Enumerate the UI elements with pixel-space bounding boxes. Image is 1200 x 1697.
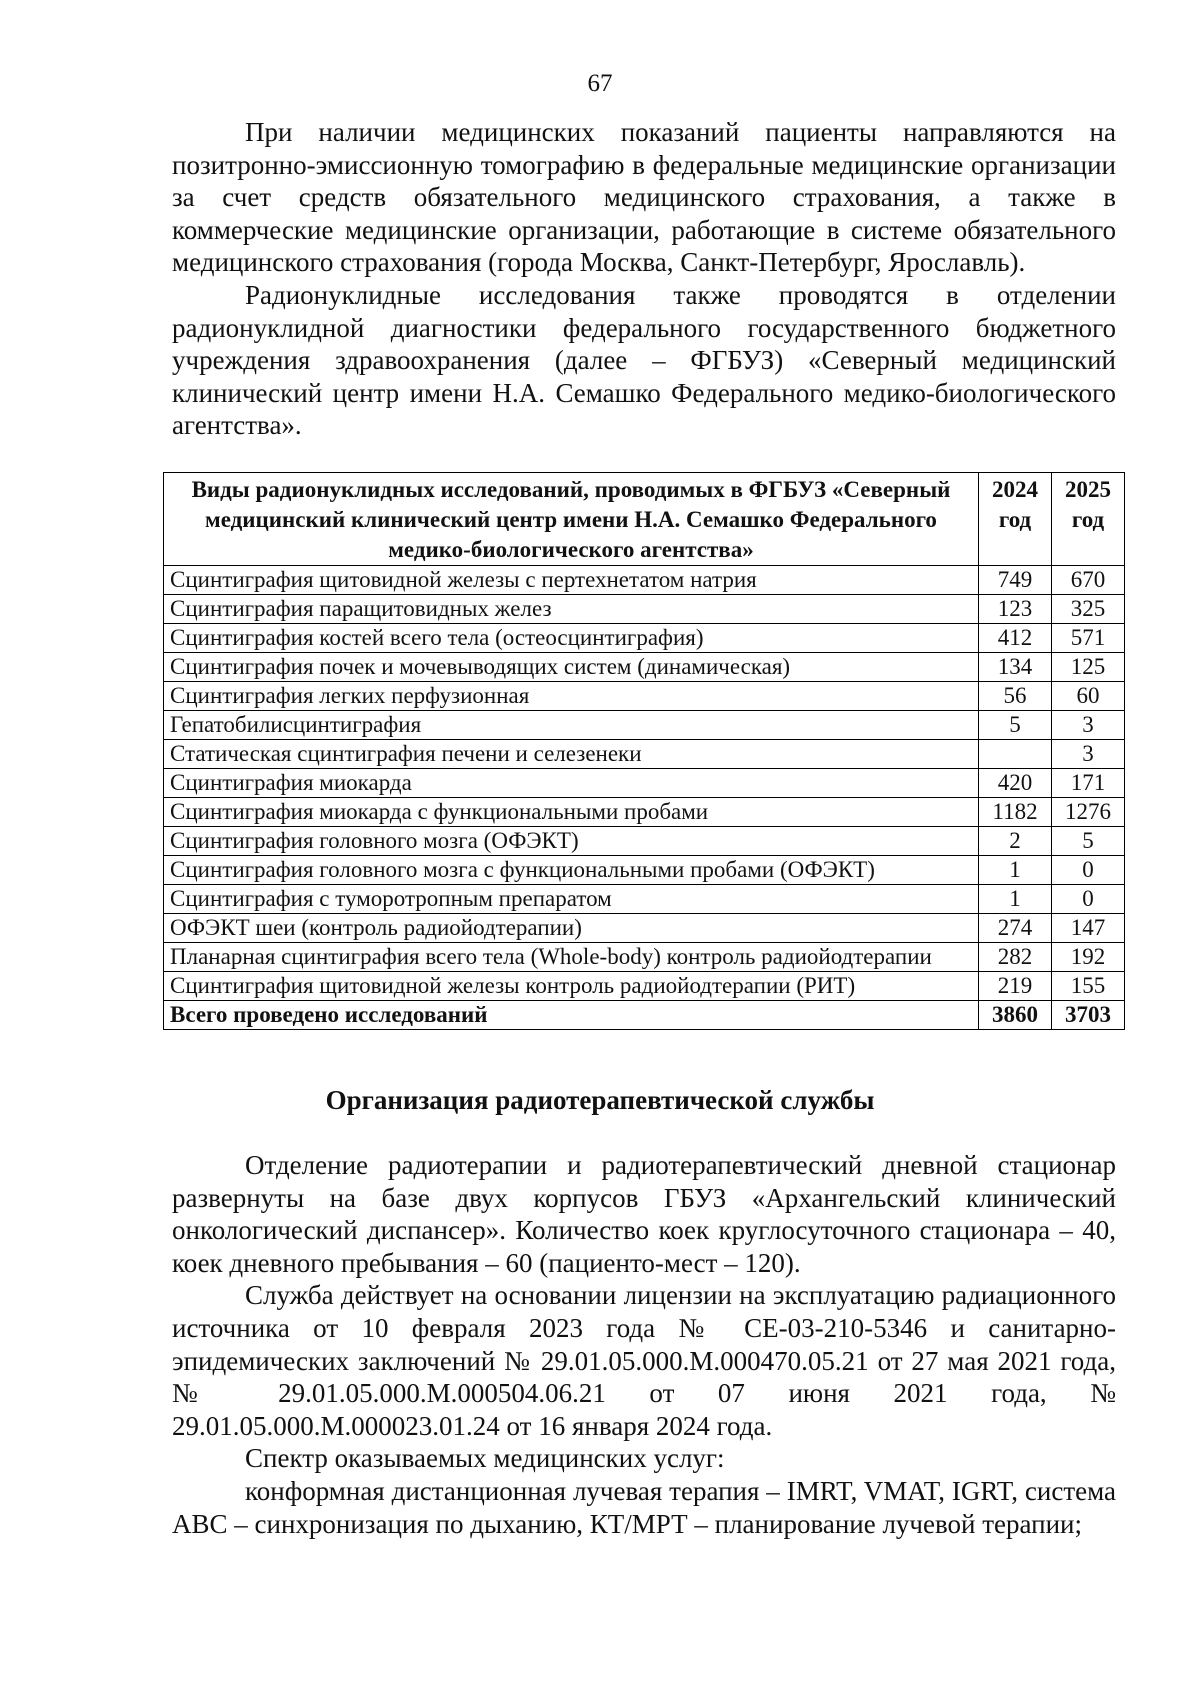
value-2024	[979, 740, 1052, 769]
table-row	[164, 711, 1125, 740]
intro-text	[172, 116, 1116, 442]
table-row	[164, 914, 1125, 943]
table-row	[164, 769, 1125, 798]
table-body	[164, 566, 1125, 1030]
table-row	[164, 798, 1125, 827]
table-row	[164, 856, 1125, 885]
value-2024: 5	[979, 711, 1052, 740]
total-2025: 3703	[1052, 1001, 1125, 1030]
total-2024: 3860	[979, 1001, 1052, 1030]
value-2025: 0	[1052, 885, 1125, 914]
paragraph: Служба действует на основании лицензии на эксплуатацию радиационного источника от 10 февраля 2023 года № СЕ-03-210-5346 и санитарно-эпидемических заключений № 29.01.05.000.М.000470.05.21 от 27 мая 2021 года, № 29.01.05.000.М.000504.06.21 от 07 июня 2021 года, № 29.01.05.000.М.000023.01.24 от 16 января 2024 года.	[172, 1280, 1116, 1441]
study-name: Планарная сцинтиграфия всего тела (Whole-body) контроль радиойодтерапии	[164, 943, 979, 972]
table-row	[164, 624, 1125, 653]
value-2025: 192	[1052, 943, 1125, 972]
value-2025: 1276	[1052, 798, 1125, 827]
section-heading: Организация радиотерапевтической службы	[325, 1085, 875, 1115]
total-label: Всего проведено исследований	[164, 1001, 979, 1030]
value-2024: 1	[979, 856, 1052, 885]
study-name: Сцинтиграфия почек и мочевыводящих систем (динамическая)	[164, 653, 979, 682]
study-name: Сцинтиграфия головного мозга с функциональными пробами (ОФЭКТ)	[164, 856, 979, 885]
paragraph: При наличии медицинских показаний пациенты направляются на позитронно-эмиссионную томографию в федеральные медицинские организации за счет средств обязательного медицинского страхования, а также в коммерческие медицинские организации, работающие в системе обязательного медицинского страхования (города Москва, Санкт-Петербург, Ярославль).	[172, 117, 1116, 278]
study-name: Сцинтиграфия миокарда	[164, 769, 979, 798]
value-2024: 134	[979, 653, 1052, 682]
value-2025: 147	[1052, 914, 1125, 943]
value-2025: 3	[1052, 740, 1125, 769]
study-name: ОФЭКТ шеи (контроль радиойодтерапии)	[164, 914, 979, 943]
value-2024: 219	[979, 972, 1052, 1001]
paragraph: конформная дистанционная лучевая терапия – IMRT, VMAT, IGRT, система ABC – синхронизация по дыханию, КТ/МРТ – планирование лучевой терапии;	[172, 1475, 1116, 1539]
value-2024: 56	[979, 682, 1052, 711]
value-2025: 0	[1052, 856, 1125, 885]
value-2025: 571	[1052, 624, 1125, 653]
table-row	[164, 595, 1125, 624]
value-2025: 60	[1052, 682, 1125, 711]
study-name: Сцинтиграфия головного мозга (ОФЭКТ)	[164, 827, 979, 856]
study-name: Статическая сцинтиграфия печени и селезенеки	[164, 740, 979, 769]
study-name: Сцинтиграфия щитовидной железы с пертехнетатом натрия	[164, 566, 979, 595]
table-header-row	[164, 473, 1125, 566]
table-row	[164, 682, 1125, 711]
value-2025: 5	[1052, 827, 1125, 856]
value-2025: 325	[1052, 595, 1125, 624]
value-2024: 2	[979, 827, 1052, 856]
table-header-2024: 2024 год	[979, 473, 1052, 566]
value-2024: 274	[979, 914, 1052, 943]
paragraph: Радионуклидные исследования также проводятся в отделении радионуклидной диагностики федерального государственного бюджетного учреждения здравоохранения (далее – ФГБУЗ) «Северный медицинский клинический центр имени Н.А. Семашко Федерального медико-биологического агентства».	[172, 279, 1116, 441]
value-2025: 125	[1052, 653, 1125, 682]
value-2025: 670	[1052, 566, 1125, 595]
paragraph: Отделение радиотерапии и радиотерапевтический дневной стационар развернуты на базе двух корпусов ГБУЗ «Архангельский клинический онкологический диспансер». Количество коек круглосуточного стационара – 40, коек дневного пребывания – 60 (пациенто-мест – 120).	[172, 1150, 1116, 1278]
study-name: Сцинтиграфия миокарда с функциональными пробами	[164, 798, 979, 827]
study-name: Сцинтиграфия легких перфузионная	[164, 682, 979, 711]
table-row	[164, 885, 1125, 914]
table-header-title: Виды радионуклидных исследований, проводимых в ФГБУЗ «Северный медицинский клинический центр имени Н.А. Семашко Федерального медико-биологического агентства»	[164, 473, 979, 566]
paragraph: Спектр оказываемых медицинских услуг:	[245, 1443, 725, 1474]
table-row	[164, 943, 1125, 972]
study-name: Сцинтиграфия с туморотропным препаратом	[164, 885, 979, 914]
value-2024: 1182	[979, 798, 1052, 827]
radionuclide-studies-table	[163, 472, 1125, 1030]
study-name: Гепатобилисцинтиграфия	[164, 711, 979, 740]
value-2025: 171	[1052, 769, 1125, 798]
value-2024: 412	[979, 624, 1052, 653]
table-row	[164, 740, 1125, 769]
section-text	[172, 1149, 1116, 1540]
study-name: Сцинтиграфия щитовидной железы контроль радиойодтерапии (РИТ)	[164, 972, 979, 1001]
value-2024: 749	[979, 566, 1052, 595]
value-2025: 155	[1052, 972, 1125, 1001]
table-row	[164, 827, 1125, 856]
table-total-row	[164, 1001, 1125, 1030]
page-number: 67	[587, 70, 613, 97]
study-name: Сцинтиграфия паращитовидных желез	[164, 595, 979, 624]
table-row	[164, 972, 1125, 1001]
value-2025: 3	[1052, 711, 1125, 740]
study-name: Сцинтиграфия костей всего тела (остеосцинтиграфия)	[164, 624, 979, 653]
value-2024: 1	[979, 885, 1052, 914]
value-2024: 420	[979, 769, 1052, 798]
table-row	[164, 566, 1125, 595]
table-header-2025: 2025 год	[1052, 473, 1125, 566]
table-row	[164, 653, 1125, 682]
value-2024: 123	[979, 595, 1052, 624]
value-2024: 282	[979, 943, 1052, 972]
